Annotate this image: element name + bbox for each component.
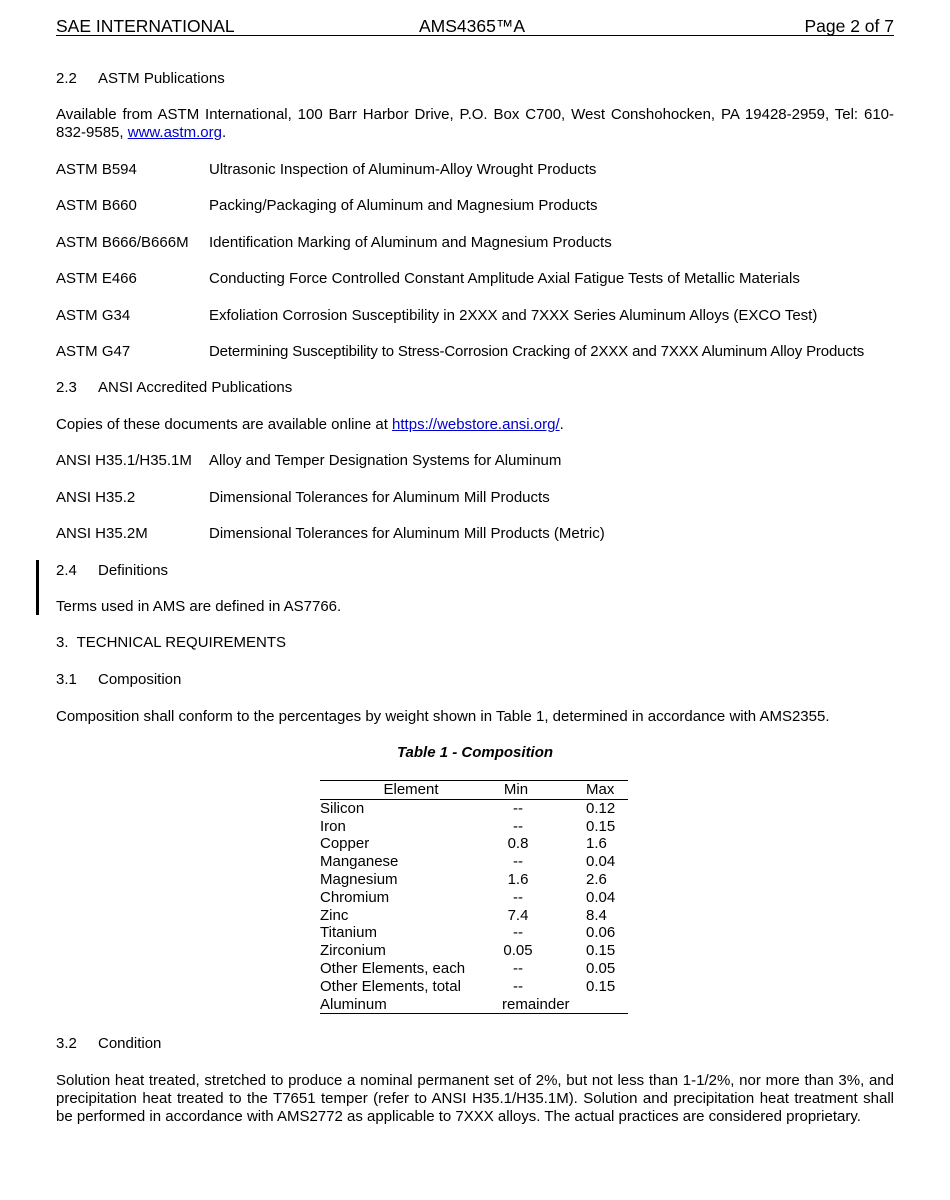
cell-max: 1.6: [586, 835, 607, 853]
header-element: Element: [320, 781, 502, 800]
cell-min-value: --: [513, 853, 523, 871]
table-1-caption: Table 1 - Composition: [396, 744, 554, 761]
cell-min-value: 0.8: [507, 835, 529, 853]
ansi-webstore-link[interactable]: https://webstore.ansi.org/: [392, 416, 560, 433]
cell-max: 2.6: [586, 870, 607, 888]
cell-min: [502, 924, 586, 942]
section-3-heading: 3. TECHNICAL REQUIREMENTS: [56, 634, 287, 651]
ref-code: ANSI H35.2M: [56, 525, 148, 542]
ref-title: Conducting Force Controlled Constant Amplitude Axial Fatigue Tests of Metallic Materials: [209, 270, 800, 287]
table-row: [320, 924, 628, 942]
cell-max: 0.12: [586, 799, 616, 817]
ref-title: Ultrasonic Inspection of Aluminum-Alloy Wrought Products: [209, 161, 597, 178]
ref-code: ANSI H35.1/H35.1M: [56, 452, 192, 469]
cell-min-value: 0.05: [503, 942, 533, 960]
cell-max: 0.04: [586, 888, 616, 906]
section-2-3-number: 2.3: [56, 379, 77, 396]
ref-title: Identification Marking of Aluminum and Magnesium Products: [209, 234, 612, 251]
cell-min: [502, 799, 586, 817]
section-3-2-number: 3.2: [56, 1035, 77, 1052]
ref-code: ASTM E466: [56, 270, 137, 287]
ansi-copies-paragraph: [56, 416, 564, 434]
header-org: SAE INTERNATIONAL: [56, 16, 235, 36]
cell-min: [502, 907, 586, 925]
cell-min-value: 1.6: [507, 870, 529, 888]
ref-code: ASTM B666/B666M: [56, 234, 189, 251]
ref-title: Determining Susceptibility to Stress-Corrosion Cracking of 2XXX and 7XXX Aluminum Alloy Products: [209, 343, 865, 360]
table-row: [320, 853, 628, 871]
cell-max: 0.15: [586, 977, 616, 995]
cell-min-value: remainder: [502, 995, 570, 1013]
astm-website-link[interactable]: www.astm.org: [127, 124, 222, 141]
cell-element: Manganese: [320, 853, 399, 871]
table-row: [320, 835, 628, 853]
astm-availability-end: .: [221, 124, 227, 141]
cell-min-value: --: [513, 817, 523, 835]
cell-max: 0.05: [586, 959, 616, 977]
condition-paragraph: Solution heat treated, stretched to produce a nominal permanent set of 2%, but not less than 1-1/2%, nor more than 3%, and precipitation heat treated to the T7651 temper (refer to ANSI H35.1/H35.1M). Solution and precipitation heat treatment shall be performed in accordance with AMS2772 as applicable to 7XXX alloys. The actual practices are considered proprietary.: [56, 1072, 894, 1125]
table-row: [320, 942, 628, 960]
section-2-4-title: Definitions: [98, 562, 169, 579]
cell-max: 0.06: [586, 924, 616, 942]
cell-max: [586, 996, 628, 1014]
ref-code: ASTM G47: [56, 343, 131, 360]
cell-min: [502, 853, 586, 871]
cell-min-value: --: [513, 977, 523, 995]
section-2-4-number: 2.4: [56, 562, 77, 579]
table-row: [320, 818, 628, 836]
composition-table: [320, 780, 628, 1014]
cell-max: 8.4: [586, 906, 607, 924]
cell-min-value: --: [513, 924, 523, 942]
cell-element: Aluminum: [320, 996, 502, 1014]
ref-code: ASTM G34: [56, 307, 131, 324]
revision-change-bar: [36, 560, 39, 615]
cell-element: Zinc: [320, 906, 349, 924]
cell-max: 0.15: [586, 817, 616, 835]
header-max: Max: [586, 781, 628, 800]
ansi-copies-end: .: [559, 416, 564, 433]
section-3-1-number: 3.1: [56, 671, 77, 688]
astm-availability-paragraph: [56, 106, 894, 142]
table-header-row: [320, 781, 628, 800]
cell-element: Chromium: [320, 888, 390, 906]
header-page-number: Page 2 of 7: [804, 16, 894, 36]
cell-element: Silicon: [320, 799, 365, 817]
section-3-2-title: Condition: [98, 1035, 162, 1052]
ref-code: ASTM B594: [56, 161, 137, 178]
header-min: [502, 781, 586, 800]
cell-min: [502, 818, 586, 836]
cell-min: [502, 996, 586, 1014]
cell-element: Magnesium: [320, 870, 398, 888]
cell-element: Titanium: [320, 924, 377, 942]
ref-title: Alloy and Temper Designation Systems for Aluminum: [209, 452, 562, 469]
cell-element: Iron: [320, 817, 346, 835]
cell-max: 0.15: [586, 942, 616, 960]
cell-element: Copper: [320, 835, 370, 853]
composition-text: Composition shall conform to the percentages by weight shown in Table 1, determined in accordance with AMS2355.: [56, 708, 830, 725]
cell-element: Other Elements, total: [320, 977, 461, 995]
section-2-2-number: 2.2: [56, 70, 77, 87]
table-row: [320, 799, 628, 817]
ref-title: Dimensional Tolerances for Aluminum Mill Products (Metric): [209, 525, 605, 542]
table-row: [320, 889, 628, 907]
header-doc-number: AMS4365™A: [419, 16, 526, 36]
cell-element: Zirconium: [320, 942, 386, 960]
header-rule: [56, 35, 894, 36]
table-row: [320, 978, 628, 996]
table-row: [320, 960, 628, 978]
ref-code: ASTM B660: [56, 197, 137, 214]
cell-max: 0.04: [586, 853, 616, 871]
section-2-3-title: ANSI Accredited Publications: [98, 379, 293, 396]
cell-min-value: --: [513, 888, 523, 906]
ref-title: Dimensional Tolerances for Aluminum Mill Products: [209, 489, 550, 506]
cell-min: [502, 978, 586, 996]
header-min-label: Min: [503, 781, 529, 798]
table-row: [320, 996, 628, 1014]
cell-min-value: 7.4: [507, 906, 529, 924]
ref-title: Exfoliation Corrosion Susceptibility in 2XXX and 7XXX Series Aluminum Alloys (EXCO Test): [209, 307, 818, 324]
cell-min: [502, 942, 586, 960]
cell-element: Other Elements, each: [320, 959, 466, 977]
cell-min: [502, 871, 586, 889]
cell-min: [502, 889, 586, 907]
cell-min: [502, 960, 586, 978]
section-3-1-title: Composition: [98, 671, 182, 688]
table-row: [320, 871, 628, 889]
ref-code: ANSI H35.2: [56, 489, 136, 506]
cell-min-value: --: [513, 959, 523, 977]
ref-title: Packing/Packaging of Aluminum and Magnesium Products: [209, 197, 598, 214]
astm-availability-text: Available from ASTM International, 100 Barr Harbor Drive, P.O. Box C700, West Conshohocken, PA 19428-2959, Tel: 610-832-9585,: [56, 106, 894, 141]
section-2-2-title: ASTM Publications: [98, 70, 225, 87]
ansi-copies-text: Copies of these documents are available online at: [56, 416, 393, 433]
cell-min-value: --: [513, 799, 523, 817]
table-row: [320, 907, 628, 925]
cell-min: [502, 835, 586, 853]
definitions-text: Terms used in AMS are defined in AS7766.: [56, 598, 342, 615]
